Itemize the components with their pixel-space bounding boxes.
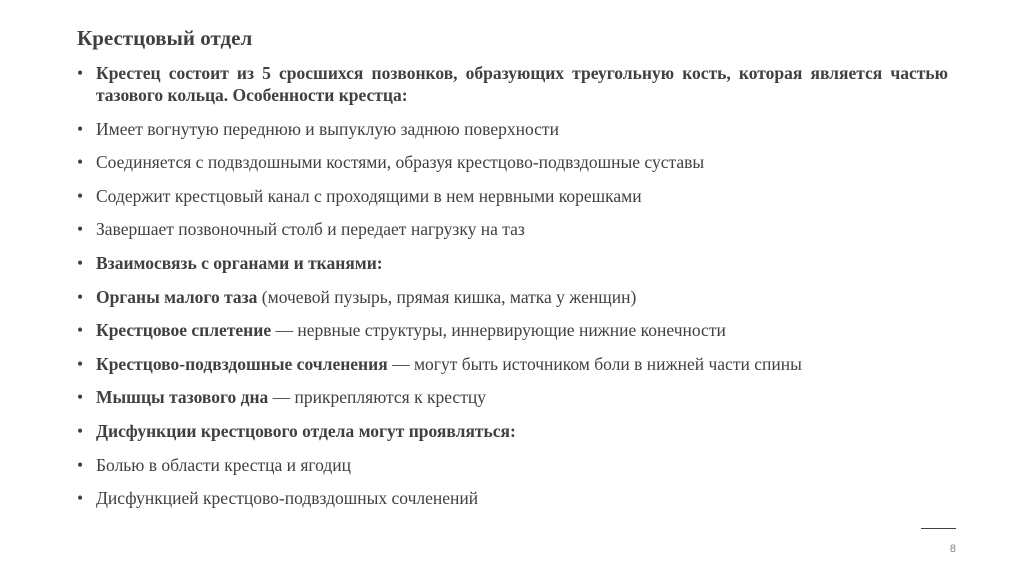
- bullet-marker: •: [77, 353, 84, 374]
- bullet-marker: •: [77, 118, 84, 139]
- bullet-text: Содержит крестцовый канал с проходящими в нем нервными корешками: [96, 185, 642, 206]
- bullet-marker: •: [77, 185, 84, 206]
- slide-title: Крестцовый отдел: [77, 26, 253, 50]
- bullet-item-load: [77, 218, 948, 240]
- bullet-text: Болью в области крестца и ягодиц: [96, 454, 352, 475]
- bullet-item-surfaces: [77, 118, 948, 140]
- bullet-bold-text: Крестцовое сплетение: [96, 320, 272, 341]
- bullet-bold-text: Органы малого таза: [96, 286, 258, 307]
- bullet-marker: •: [77, 420, 84, 441]
- bullet-text: — прикрепляются к крестцу: [268, 387, 486, 408]
- bullet-marker: •: [77, 454, 84, 475]
- bullet-marker: •: [77, 219, 84, 240]
- bullet-item-si-joints: [77, 353, 948, 375]
- bullet-bold-text: Крестцово-подвздошные сочленения: [96, 353, 388, 374]
- bullet-text: Дисфункцией крестцово-подвздошных сочленений: [96, 488, 479, 509]
- bullet-marker: •: [77, 252, 84, 273]
- bullet-list: [77, 62, 948, 521]
- bullet-item-sacral-plexus: [77, 319, 948, 341]
- bullet-marker: •: [77, 320, 84, 341]
- bullet-item-pelvic-organs: [77, 286, 948, 308]
- footer-divider: [921, 528, 956, 529]
- bullet-text: (мочевой пузырь, прямая кишка, матка у женщин): [257, 286, 637, 307]
- bullet-marker: •: [77, 286, 84, 307]
- bullet-item-joints: [77, 151, 948, 173]
- bullet-text: Завершает позвоночный столб и передает нагрузку на таз: [96, 219, 525, 240]
- bullet-marker: •: [77, 387, 84, 408]
- bullet-bold-text: Мышцы тазового дна: [96, 387, 269, 408]
- bullet-item-si-dysfunction: [77, 487, 948, 509]
- bullet-bold-text: Крестец состоит из 5 сросшихся позвонков, образующих треугольную кость, которая является частью тазового кольца. Особенности крестца:: [96, 63, 948, 105]
- bullet-item-dysfunction-heading: [77, 420, 948, 442]
- bullet-marker: •: [77, 152, 84, 173]
- bullet-bold-text: Взаимосвязь с органами и тканями:: [96, 252, 383, 273]
- bullet-item-sacrum-intro: [77, 62, 948, 106]
- bullet-text: — могут быть источником боли в нижней части спины: [387, 353, 802, 374]
- bullet-text: — нервные структуры, иннервирующие нижние конечности: [271, 320, 726, 341]
- bullet-bold-text: Дисфункции крестцового отдела могут проявляться:: [96, 420, 516, 441]
- bullet-text: Соединяется с подвздошными костями, образуя крестцово-подвздошные суставы: [96, 152, 705, 173]
- page-number: 8: [949, 543, 956, 555]
- bullet-text: Имеет вогнутую переднюю и выпуклую заднюю поверхности: [96, 118, 559, 139]
- bullet-marker: •: [77, 63, 84, 83]
- bullet-item-pain: [77, 454, 948, 476]
- bullet-item-canal: [77, 185, 948, 207]
- bullet-item-relations-heading: [77, 252, 948, 274]
- bullet-item-pelvic-floor: [77, 386, 948, 408]
- bullet-marker: •: [77, 488, 84, 509]
